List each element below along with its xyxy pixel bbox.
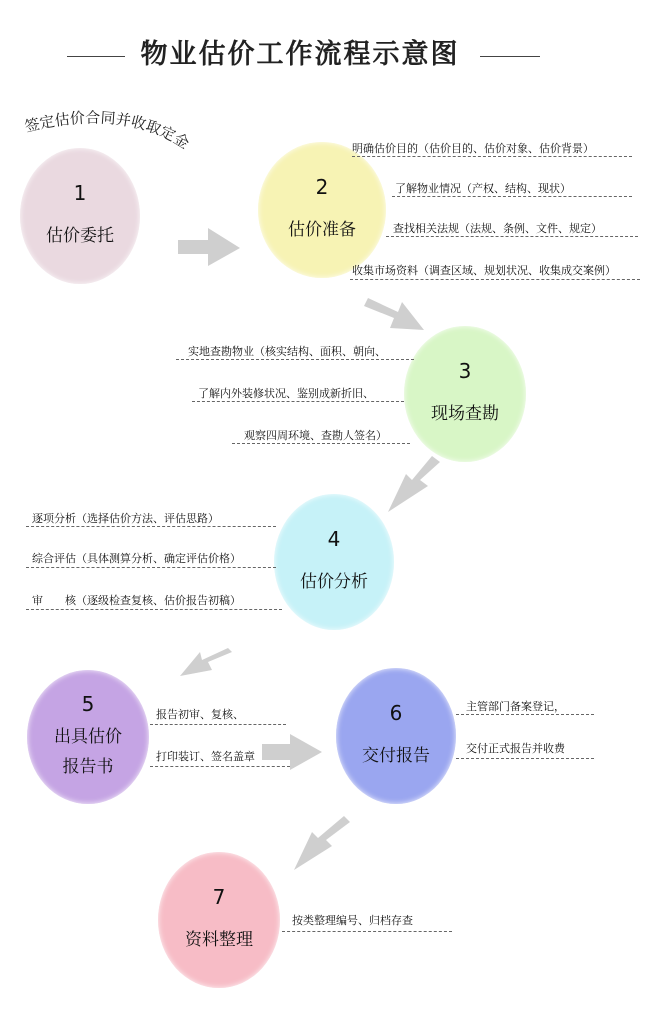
step-3-note-2: 了解内外装修状况、鉴别成新折旧、 — [198, 387, 374, 400]
step-3-note-1: 实地查勘物业（核实结构、面积、朝向、 — [188, 345, 386, 358]
step-6-label: 交付报告 — [362, 746, 430, 766]
arrow-1-2 — [178, 228, 240, 266]
arc-text-path: 签定估价合同并收取定金 — [22, 108, 193, 153]
step-4-label: 估价分析 — [300, 572, 368, 592]
step-5-note-1: 报告初审、复核、 — [156, 708, 244, 721]
step-2-note-3: 查找相关法规（法规、条例、文件、规定） — [393, 222, 602, 235]
step-4-note-1: 逐项分析（选择估价方法、评估思路） — [32, 512, 219, 525]
step-3-note-2-line — [192, 401, 404, 402]
step-6-note-2: 交付正式报告并收费 — [466, 742, 565, 755]
page-title: 物业估价工作流程示意图 — [140, 39, 460, 70]
step-2-note-1: 明确估价目的（估价目的、估价对象、估价背景） — [352, 142, 594, 155]
step-6-note-1-line — [456, 714, 594, 715]
step-7-note-1: 按类整理编号、归档存查 — [292, 914, 413, 927]
step-5-number: 5 — [81, 692, 95, 716]
step-7-label: 资料整理 — [185, 930, 253, 950]
step-5-note-2: 打印装订、签名盖章 — [156, 750, 255, 763]
step-7-circle — [158, 852, 280, 988]
step-2-note-4-line — [350, 279, 640, 280]
step-2-label: 估价准备 — [288, 220, 356, 240]
step-2-circle — [258, 142, 386, 278]
step-5-label-2: 报告书 — [62, 757, 114, 777]
step-4-note-1-line — [26, 526, 276, 527]
arc-text — [23, 109, 193, 153]
step-2-note-3-line — [386, 236, 638, 237]
step-2-number: 2 — [315, 175, 329, 199]
step-5-label: 出具估价 — [54, 727, 122, 747]
arrow-4-5 — [180, 648, 232, 676]
step-4-note-2: 综合评估（具体测算分析、确定评估价格） — [32, 552, 241, 565]
step-3-label: 现场查勘 — [431, 404, 499, 424]
step-4-note-3-line — [26, 609, 282, 610]
step-3-number: 3 — [458, 359, 472, 383]
step-5-note-1-line — [150, 724, 286, 725]
step-2-note-1-line — [352, 156, 632, 157]
step-5-circle — [27, 670, 149, 804]
step-1-circle — [20, 148, 140, 284]
title-line-right — [480, 56, 540, 57]
step-6-number: 6 — [389, 701, 403, 725]
step-3-note-3-line — [232, 443, 410, 444]
step-4-circle — [274, 494, 394, 630]
arrow-2-3 — [364, 298, 424, 330]
step-6-note-2-line — [456, 758, 594, 759]
step-7-note-1-line — [282, 931, 452, 932]
arrow-3-4 — [388, 456, 440, 512]
step-4-note-3: 审 核（逐级检查复核、估价报告初稿） — [32, 594, 241, 607]
step-5-note-2-line — [150, 766, 290, 767]
step-7-number: 7 — [212, 885, 226, 909]
step-6-circle — [336, 668, 456, 804]
step-4-note-2-line — [26, 567, 276, 568]
arrow-5-6 — [262, 734, 322, 770]
step-3-note-1-line — [176, 359, 414, 360]
step-4-number: 4 — [327, 527, 341, 551]
step-2-note-4: 收集市场资料（调查区域、规划状况、收集成交案例） — [352, 264, 616, 277]
step-3-circle — [404, 326, 526, 462]
step-6-note-1: 主管部门备案登记， — [466, 700, 565, 713]
arrow-6-7 — [294, 816, 350, 870]
step-2-note-2: 了解物业情况（产权、结构、现状） — [395, 182, 571, 195]
step-1-label: 估价委托 — [46, 226, 114, 246]
step-2-note-2-line — [392, 196, 632, 197]
step-3-note-3: 观察四周环境、查勘人签名） — [244, 429, 387, 442]
step-1-number: 1 — [73, 181, 87, 205]
